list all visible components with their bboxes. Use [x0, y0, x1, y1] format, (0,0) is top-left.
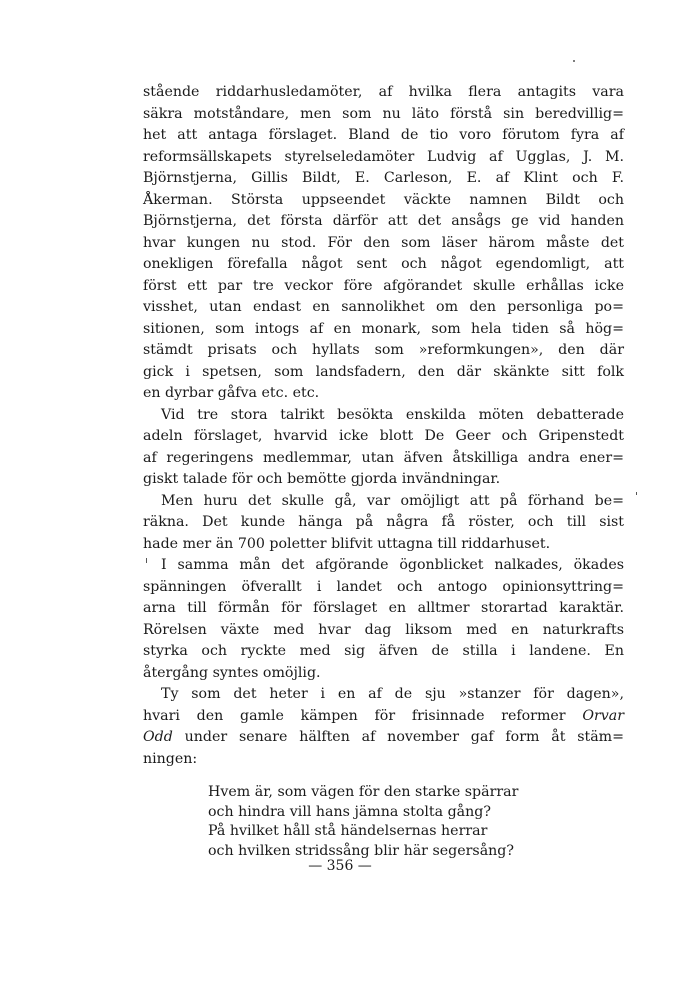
verse-line: På hvilket håll stå händelsernas herrar: [208, 823, 488, 839]
text-line: ningen:: [143, 750, 198, 767]
text-line: I samma mån det afgörande ögonblicket nalkades, ökades: [161, 557, 624, 573]
verse-stanza: [143, 783, 624, 861]
paragraph-2: [143, 405, 624, 491]
verse-line: Hvem är, som vägen för den starke spärrar: [208, 784, 519, 800]
page-number: — 356 —: [308, 858, 372, 874]
verse-line: och hindra vill hans jämna stolta gång?: [208, 803, 491, 820]
text-line: först ett par tre veckor före afgörandet skulle erhållas icke: [143, 277, 624, 294]
text-line: adeln förslaget, hvarvid icke blott De Geer och Gripenstedt: [143, 428, 624, 444]
paragraph-4: [143, 555, 624, 684]
text-line: Åkerman. Största uppseendet väckte namnen Bildt och: [143, 191, 624, 208]
text-line: Vid tre stora talrikt besökta enskilda möten debatterade: [161, 406, 624, 423]
text-line: Men huru det skulle gå, var omöjligt att på förhand be=: [161, 492, 624, 509]
text-line: säkra motståndare, men som nu läto förstå sin beredvillig=: [143, 105, 624, 122]
page-body: [143, 82, 624, 861]
scan-speck: [636, 492, 637, 495]
text-line: Björnstjerna, Gillis Bildt, E. Carleson, E. af Klint och F.: [143, 170, 624, 186]
scan-speck: [573, 60, 575, 62]
text-line: återgång syntes omöjlig.: [143, 664, 321, 681]
text-line: visshet, utan endast en sannolikhet om den personliga po=: [143, 299, 624, 315]
text-line: Odd under senare hälften af november gaf form åt stäm=: [143, 729, 624, 745]
text-line: sitionen, som intogs af en monark, som hela tiden så hög=: [143, 320, 624, 337]
text-line: onekligen förefalla något sent och något egendomligt, att: [143, 256, 624, 272]
text-line: styrka och ryckte med sig äfven de stilla i landene. En: [143, 643, 624, 659]
text-line: Björnstjerna, det första därför att det ansågs ge vid handen: [143, 213, 624, 229]
paragraph-3: [143, 491, 624, 556]
text-line: het att antaga förslaget. Bland de tio voro förutom fyra af: [143, 127, 624, 143]
text-line: giskt talade för och bemötte gjorda invändningar.: [143, 471, 501, 487]
text-line: Ty som det heter i en af de sju »stanzer för dagen»,: [161, 686, 624, 702]
text-line: hvar kungen nu stod. För den som läser härom måste det: [143, 234, 624, 251]
text-line: reformsällskapets styrelseledamöter Ludvig af Ugglas, J. M.: [143, 148, 624, 165]
text-line: Rörelsen växte med hvar dag liksom med en naturkrafts: [143, 621, 624, 638]
text-line: af regeringens medlemmar, utan äfven åtskilliga andra ener=: [143, 449, 624, 466]
text-line: hade mer än 700 poletter blifvit uttagna till riddarhuset.: [143, 535, 551, 552]
scan-speck: [146, 558, 147, 563]
text-line: spänningen öfverallt i landet och antogo opinionsyttring=: [143, 578, 624, 595]
text-line: hvari den gamle kämpen för frisinnade reformer Orvar: [143, 707, 624, 724]
text-line: stämdt prisats och hyllats som »reformkungen», den där: [143, 342, 624, 358]
text-line: en dyrbar gåfva etc. etc.: [143, 385, 320, 401]
verse-line: och hvilken stridssång blir här segersång?: [208, 842, 514, 859]
text-line: stående riddarhusledamöter, af hvilka flera antagits vara: [143, 84, 624, 100]
text-line: räkna. Det kunde hänga på några få röster, och till sist: [143, 514, 624, 530]
paragraph-5: [143, 684, 624, 770]
paragraph-1: [143, 82, 624, 405]
text-line: arna till förmån för förslaget en alltmer storartad karaktär.: [143, 600, 624, 616]
text-line: gick i spetsen, som landsfadern, den där skänkte sitt folk: [143, 363, 624, 380]
